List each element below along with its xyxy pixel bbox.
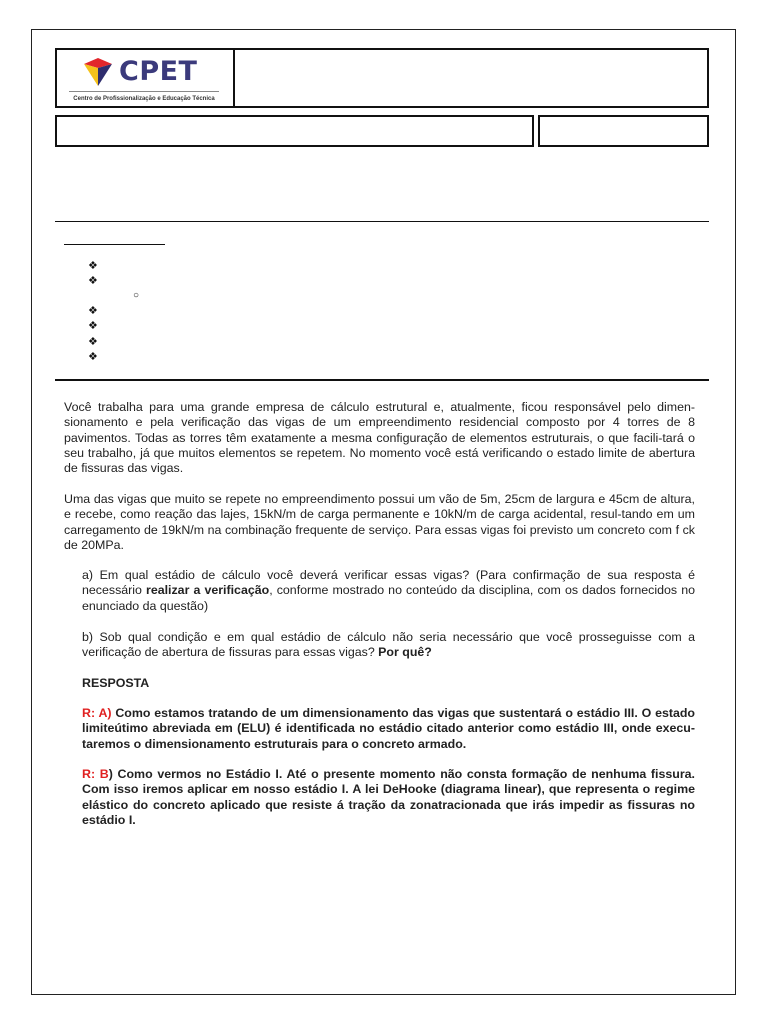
question-b (82, 630, 695, 661)
answer-heading: RESPOSTA (82, 676, 150, 690)
diamond-bullet-icon: ❖ (88, 351, 98, 363)
intro-paragraph-1: Você trabalha para uma grande empresa de cálculo estrutural e, atualmente, ficou responsável pelo dimen-sionamento e pela verificação das vigas de um empreendimento residencial composto por 4 torres de 8 pavimentos. Todas as torres têm exatamente a mesma configuração de elementos estruturais, o que facili-tará o seu trabalho, já que muitos elementos se repetem. No momento você está verificando o estado limite de abertura de fissuras das vigas. (64, 400, 695, 476)
answer-a-label: R: A) (82, 706, 112, 720)
diamond-bullet-icon: ❖ (88, 336, 98, 348)
short-underline (64, 244, 165, 245)
divider-line-thick (55, 379, 709, 381)
header-field-box (55, 115, 534, 147)
cpet-diamond-icon (83, 58, 113, 86)
logo-divider (69, 91, 219, 92)
question-b-text: b) Sob qual condição e em qual estádio de cálculo não seria necessário que você prosseguisse com a verificação de abertura de fissuras para essas vigas? (82, 630, 695, 660)
logo-text: CPET (119, 56, 198, 87)
header-box (55, 48, 709, 108)
circle-bullet-icon: ○ (133, 290, 140, 301)
answer-b-label: R: B (82, 767, 109, 781)
answer-a-text: Como estamos tratando de um dimensionamento das vigas que sustentará o estádio III. O estado limiteútimo abreviada em (ELU) é identificada no estádio citado anterior como estádio III, onde execu-taremos o dimensionamento estruturais para o concreto armado. (82, 706, 696, 751)
answer-a (82, 706, 695, 752)
answer-b-text: ) Como vermos no Estádio I. Até o presente momento não consta formação de nenhuma fissura. Com isso iremos aplicar em nosso estádio I. A lei DeHooke (diagrama linear), que representa o regime elástico do concreto aplicado que resiste á tração da zonatracionada que irás impedir as fissuras no estádio I. (82, 767, 695, 827)
logo-subtitle: Centro de Profissionalização e Educação Técnica (73, 96, 215, 102)
question-a (82, 568, 695, 614)
logo-cell (57, 50, 235, 106)
header-field-box-small (538, 115, 709, 147)
diamond-bullet-icon: ❖ (88, 260, 98, 272)
cpet-logo (83, 56, 197, 87)
answer-b (82, 767, 695, 828)
question-b-emphasis: Por quê? (378, 645, 432, 660)
intro-paragraph-2: Uma das vigas que muito se repete no empreendimento possui um vão de 5m, 25cm de largura e 45cm de altura, e recebe, como reação das lajes, 15kN/m de carga permanente e 10kN/m de carga acidental, resul-tando em um carregamento de 19kN/m na combinação frequente de serviço. Para essas vigas foi previsto um concreto com f ck de 20MPa. (64, 492, 695, 552)
question-a-emphasis: realizar a verificação (146, 583, 270, 598)
diamond-bullet-icon: ❖ (88, 275, 98, 287)
diamond-bullet-icon: ❖ (88, 320, 98, 332)
question-a-text-end: , conforme mostrado no conteúdo da disciplina, com os dados fornecidos no enunciado da questão) (82, 583, 695, 613)
divider-line (55, 221, 709, 222)
question-a-text: a) Em qual estádio de cálculo você deverá verificar essas vigas? (Para confirmação de sua resposta é necessário (82, 568, 695, 598)
diamond-bullet-icon: ❖ (88, 305, 98, 317)
